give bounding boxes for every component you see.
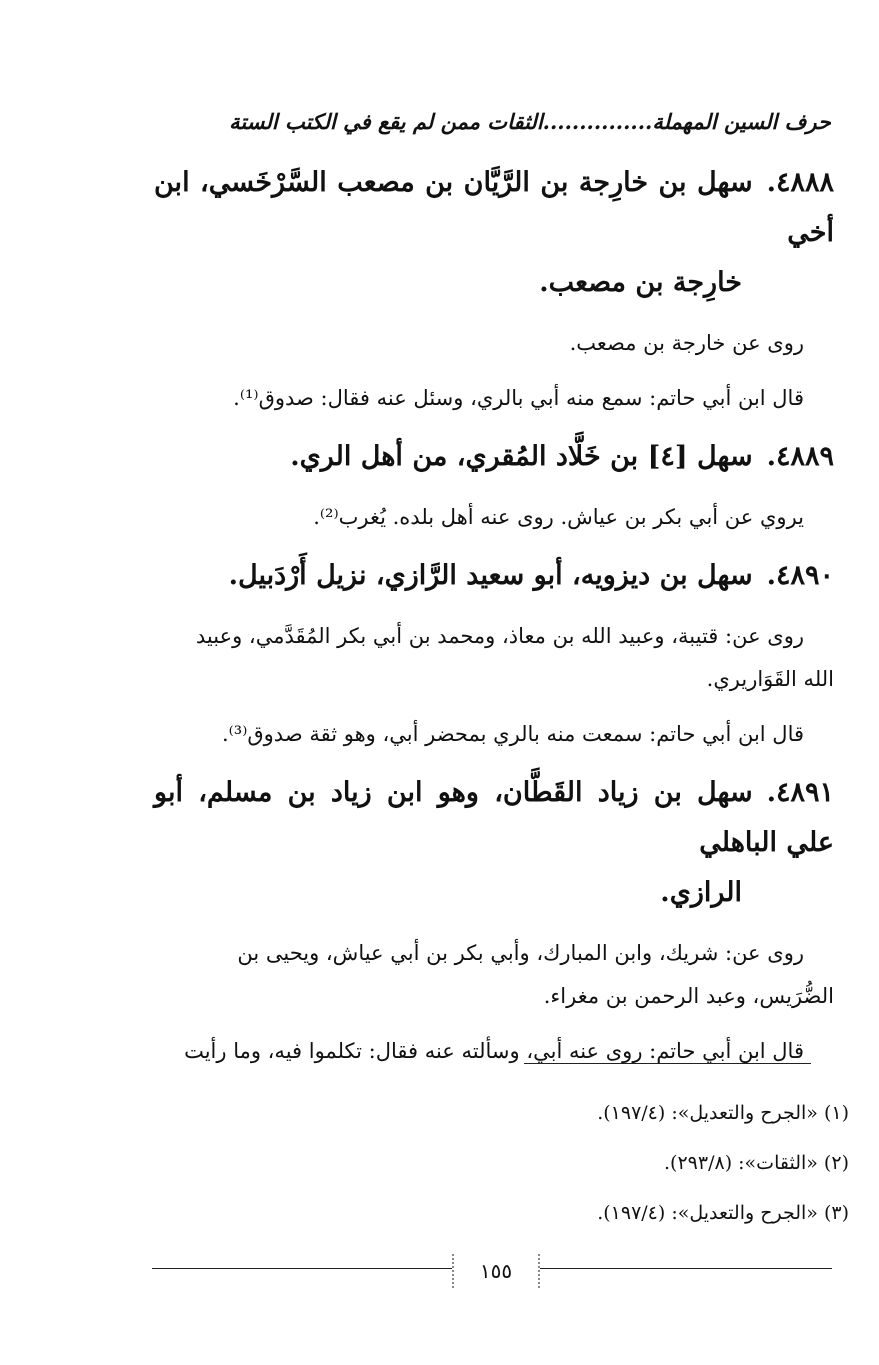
footnotes <box>149 1088 849 1238</box>
footnote: (٢) «الثقات»: (٢٩٣/٨). <box>664 1152 849 1174</box>
entry-paragraph: قال ابن أبي حاتم: سمع منه أبي بالري، وسئل عنه فقال: صدوق⁽¹⁾. <box>233 386 804 410</box>
entry-paragraph: قال ابن أبي حاتم: سمعت منه بالري بمحضر أبي، وهو ثقة صدوق⁽³⁾. <box>221 722 804 746</box>
footnote: (٣) «الجرح والتعديل»: (١٩٧/٤). <box>597 1202 849 1224</box>
entry-paragraph: يروي عن أبي بكر بن عياش. روى عنه أهل بلده. يُغرب⁽²⁾. <box>313 505 804 529</box>
entry-heading-line: خارِجة بن مصعب. <box>539 267 742 298</box>
main-text <box>154 158 834 1085</box>
entry-heading-line: سهل بن خارِجة بن الرَّيَّان بن مصعب السَّرْخَسي، ابن أخي <box>154 167 834 248</box>
entry-heading-4888 <box>154 158 834 308</box>
footnote-separator <box>524 1063 811 1064</box>
paragraph-line: روى عن: شريك، وابن المبارك، وأبي بكر بن أبي عياش، ويحيى بن <box>237 941 804 965</box>
entry-heading-line: الرازي. <box>660 877 742 908</box>
entry-number: ٤٨٨٩. <box>766 441 834 472</box>
entry-paragraph <box>154 932 834 1018</box>
entry-heading-line: سهل [٤] بن خَلَّاد المُقري، من أهل الري. <box>290 441 753 472</box>
entry-paragraph <box>154 615 834 701</box>
paragraph-line: الضُّرَيس، وعبد الرحمن بن مغراء. <box>543 984 834 1008</box>
entry-number: ٤٨٨٨. <box>766 167 834 198</box>
footnote: (١) «الجرح والتعديل»: (١٩٧/٤). <box>597 1102 849 1124</box>
entry-number: ٤٨٩٠. <box>766 560 834 591</box>
page-number: ١٥٥ <box>452 1254 540 1288</box>
paragraph-line: روى عن: قتيبة، وعبيد الله بن معاذ، ومحمد بن أبي بكر المُقَدَّمي، وعبيد <box>195 624 804 648</box>
entry-heading-line: سهل بن زياد القَطَّان، وهو ابن زياد بن مسلم، أبو علي الباهلي <box>154 777 834 858</box>
entry-paragraph: روى عن خارجة بن مصعب. <box>569 331 804 355</box>
entry-number: ٤٨٩١. <box>766 777 834 808</box>
entry-heading-line: سهل بن ديزويه، أبو سعيد الرَّازي، نزيل أَرْدَبيل. <box>228 560 753 591</box>
paragraph-line: الله القَوَاريري. <box>706 667 834 691</box>
running-head: حرف السين المهملة...............الثقات ممن لم يقع في الكتب الستة <box>229 109 831 134</box>
entry-paragraph: قال ابن أبي حاتم: روى عنه أبي، وسألته عنه فقال: تكلموا فيه، وما رأيت <box>184 1039 804 1063</box>
entry-heading-4890 <box>154 551 834 601</box>
entry-heading-4891 <box>154 768 834 918</box>
entry-heading-4889 <box>154 432 834 482</box>
